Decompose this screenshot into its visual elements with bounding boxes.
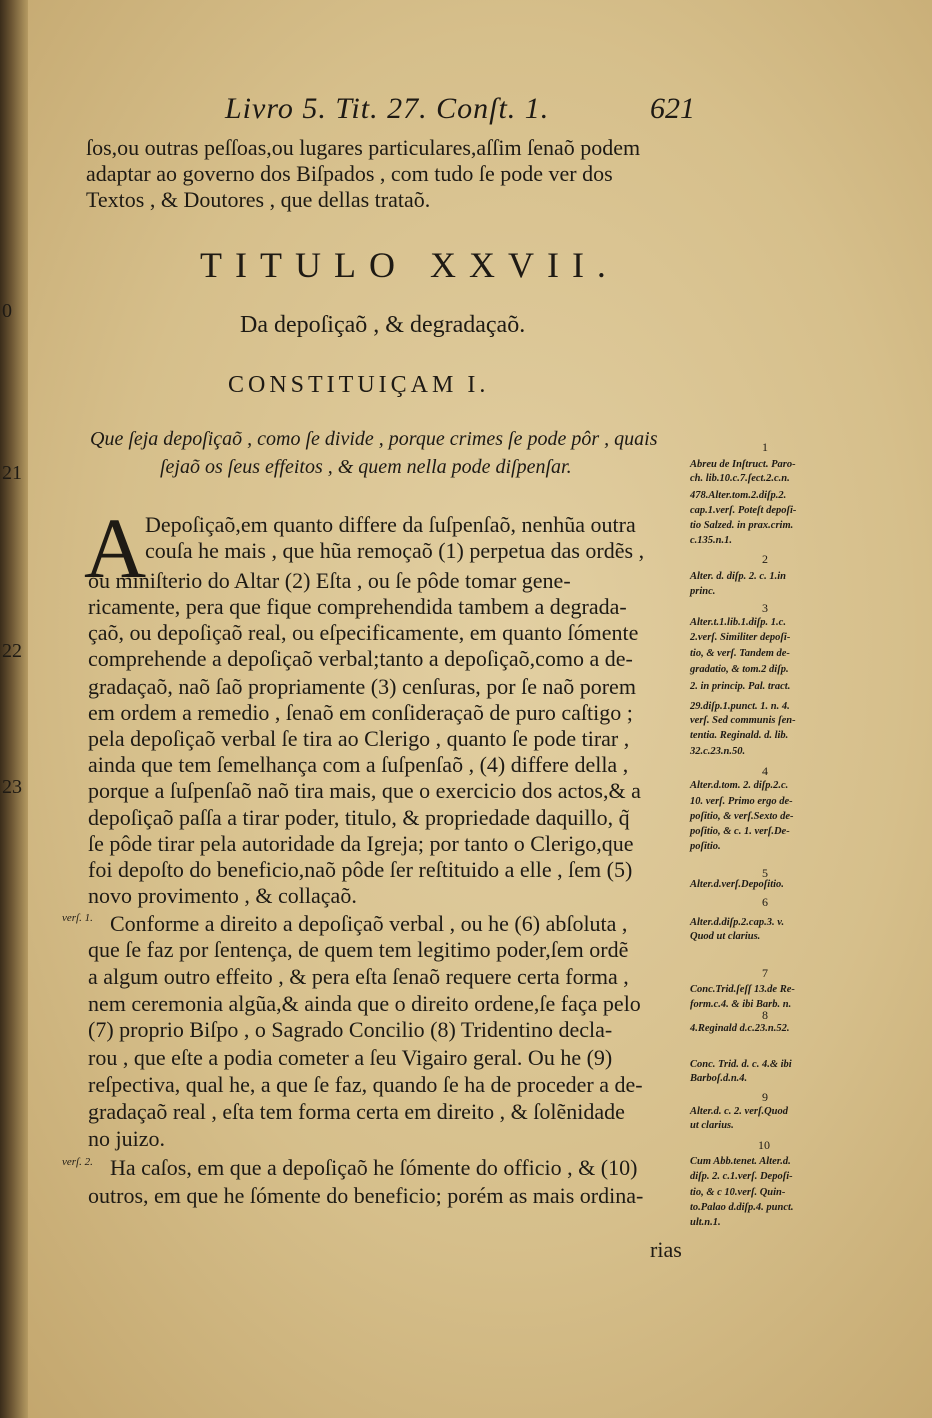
- note-number: 2: [762, 552, 768, 566]
- intro-line: ſos,ou outras peſſoas,ou lugares particulares,aſſim ſenaõ podem: [86, 135, 641, 160]
- body-line: outros, em que he ſómente do beneficio; porém as mais ordina-: [88, 1183, 644, 1208]
- body-line: ainda que tem ſemelhança com a ſuſpenſaõ , (4) differe della ,: [88, 752, 629, 777]
- body-line: depoſiçaõ paſſa a tirar poder, titulo, & propriedade daquillo, q̃: [88, 805, 630, 830]
- marginal-note-line: 29.diſp.1.punct. 1. n. 4.: [690, 701, 790, 712]
- marginal-note-line: Barboſ.d.n.4.: [690, 1073, 748, 1084]
- marginal-note-line: 32.c.23.n.50.: [690, 746, 746, 757]
- body-line: rou , que eſte a podia cometer a ſeu Vigairo geral. Ou he (9): [88, 1045, 613, 1070]
- note-number: 8: [762, 1008, 768, 1022]
- marginal-note-line: 2.verſ. Similiter depoſi-: [690, 632, 791, 643]
- body-line: Ha caſos, em que a depoſiçaõ he ſómente do officio , & (10): [110, 1155, 638, 1180]
- marginal-note-line: tio Salzed. in prax.crim.: [690, 520, 794, 531]
- body-line: Conforme a direito a depoſiçaõ verbal , ou he (6) abſoluta ,: [110, 911, 628, 936]
- body-line: ricamente, pera que fique comprehendida tambem a degrada-: [88, 594, 627, 619]
- body-line: porque a ſuſpenſaõ naõ tira mais, que o exercicio dos actos,& a: [88, 778, 641, 803]
- marginal-note-line: to.Palao d.diſp.4. punct.: [690, 1202, 794, 1213]
- marginal-note-line: poſitio, & c. 1. verſ.De-: [690, 826, 790, 837]
- body-line: no juizo.: [88, 1126, 165, 1151]
- note-number: 9: [762, 1090, 768, 1104]
- marginal-note-line: ch. lib.10.c.7.ſect.2.c.n.: [690, 473, 790, 484]
- note-number: 10: [758, 1138, 770, 1152]
- margin-mark: verſ. 2.: [62, 1156, 93, 1168]
- note-number: 6: [762, 895, 768, 909]
- marginal-note-line: ut clarius.: [690, 1120, 734, 1131]
- body-line: (7) proprio Biſpo , o Sagrado Concilio (8) Tridentino decla-: [88, 1017, 613, 1042]
- marginal-note-line: poſitio, & verſ.Sexto de-: [690, 811, 794, 822]
- body-line: foi depoſto do beneficio,naõ pôde ſer reſtituido a elle , ſem (5): [88, 857, 633, 882]
- section-title: TITULO XXVII.: [200, 245, 619, 285]
- body-line: em ordem a remedio , ſenaõ em conſideraçaõ de puro caſtigo ;: [88, 700, 633, 725]
- marginal-note-line: tio, & c 10.verſ. Quin-: [690, 1187, 786, 1198]
- marginal-note-line: gradatio, & tom.2 diſp.: [690, 664, 789, 675]
- margin-mark: verſ. 1.: [62, 912, 93, 924]
- body-line: ſe pôde tirar pela autoridade da Igreja; por tanto o Clerigo,que: [88, 831, 634, 856]
- body-line: çaõ, ou depoſiçaõ real, ou eſpecificamente, em quanto ſómente: [88, 620, 639, 645]
- drop-cap: A: [84, 500, 147, 596]
- marginal-note-line: diſp. 2. c.1.verſ. Depoſi-: [690, 1171, 793, 1182]
- edge-number: 23: [2, 776, 22, 798]
- body-line: comprehende a depoſiçaõ verbal;tanto a depoſiçaõ,como a de-: [88, 646, 633, 671]
- body-line: novo provimento , & collaçaõ.: [88, 883, 357, 908]
- intro-line: Textos , & Doutores , que dellas trataõ.: [86, 187, 431, 212]
- page-number: 621: [650, 92, 695, 125]
- body-line: reſpectiva, qual he, a que ſe faz, quando ſe ha de proceder a de-: [88, 1072, 643, 1097]
- marginal-note-line: poſitio.: [690, 841, 721, 852]
- marginal-note-line: ult.n.1.: [690, 1217, 721, 1228]
- marginal-note-line: tentia. Reginald. d. lib.: [690, 730, 789, 741]
- marginal-note-line: 4.Reginald d.c.23.n.52.: [690, 1023, 790, 1034]
- marginal-note-line: 10. verſ. Primo ergo de-: [690, 796, 793, 807]
- marginal-note-line: tio, & verſ. Tandem de-: [690, 648, 790, 659]
- note-number: 5: [762, 866, 768, 880]
- marginal-note-line: Alter.d. c. 2. verſ.Quod: [690, 1106, 788, 1117]
- body-line: gradaçaõ, naõ ſaõ propriamente (3) cenſuras, por ſe naõ porem: [88, 674, 636, 699]
- body-line: Depoſiçaõ,em quanto differe da ſuſpenſaõ, nenhũa outra: [145, 512, 636, 537]
- marginal-note-line: c.135.n.1.: [690, 535, 732, 546]
- marginal-note-line: Alter.d.tom. 2. diſp.2.c.: [690, 780, 789, 791]
- running-header: [225, 92, 695, 132]
- marginal-note-line: Alter. d. diſp. 2. c. 1.in: [690, 571, 786, 582]
- marginal-note-line: cap.1.verſ. Poteſt depoſi-: [690, 505, 797, 516]
- section-subtitle: Da depoſiçaõ , & degradaçaõ.: [240, 312, 526, 338]
- body-line: ou miniſterio do Altar (2) Eſta , ou ſe pôde tomar gene-: [88, 568, 571, 593]
- marginal-note-line: 2. in princip. Pal. tract.: [690, 681, 791, 692]
- running-title: Livro 5. Tit. 27. Conſt. 1.: [225, 92, 550, 125]
- summary-line: ſejaõ os ſeus effeitos , & quem nella pode diſpenſar.: [160, 456, 572, 478]
- body-line: que ſe faz por ſentença, de quem tem legitimo poder,ſem ordẽ: [88, 937, 629, 962]
- marginal-note-line: Abreu de Inſtruct. Paro-: [690, 459, 796, 470]
- body-line: gradaçaõ real , eſta tem forma certa em direito , & ſolẽnidade: [88, 1099, 625, 1124]
- summary-line: Que ſeja depoſiçaõ , como ſe divide , porque crimes ſe pode pôr , quais: [90, 428, 658, 450]
- marginal-note-line: Quod ut clarius.: [690, 931, 761, 942]
- note-number: 7: [762, 966, 768, 980]
- edge-number: 21: [2, 462, 22, 484]
- edge-number: 22: [2, 640, 22, 662]
- previous-page-edge: [0, 0, 28, 1418]
- body-line: a algum outro effeito , & pera eſta ſenaõ requere certa forma ,: [88, 964, 629, 989]
- edge-number: 0: [2, 300, 12, 322]
- body-line: couſa he mais , que hũa remoçaõ (1) perpetua das ordẽs ,: [145, 538, 645, 563]
- marginal-note-line: Alter.t.1.lib.1.diſp. 1.c.: [690, 617, 786, 628]
- constitution-heading: CONSTITUIÇAM I.: [228, 372, 490, 398]
- body-line: pela depoſiçaõ verbal ſe tira ao Clerigo , quanto ſe pode tirar ,: [88, 726, 630, 751]
- marginal-note-line: Conc.Trid.ſeſſ 13.de Re-: [690, 984, 795, 995]
- marginal-note-line: Alter.d.verſ.Depoſitio.: [690, 879, 784, 890]
- marginal-note-line: Conc. Trid. d. c. 4.& ibi: [690, 1059, 792, 1070]
- marginal-note-line: Cum Abb.tenet. Alter.d.: [690, 1156, 791, 1167]
- note-number: 1: [762, 440, 768, 454]
- note-number: 4: [762, 764, 768, 778]
- marginal-note-line: form.c.4. & ibi Barb. n.: [690, 999, 792, 1010]
- note-number: 3: [762, 601, 768, 615]
- marginal-note-line: 478.Alter.tom.2.diſp.2.: [690, 490, 787, 501]
- marginal-note-line: Alter.d.diſp.2.cap.3. v.: [690, 917, 785, 928]
- catchword: rias: [650, 1237, 682, 1262]
- marginal-note-line: verſ. Sed communis ſen-: [690, 715, 796, 726]
- intro-line: adaptar ao governo dos Biſpados , com tudo ſe pode ver dos: [86, 161, 613, 186]
- marginal-note-line: princ.: [690, 586, 716, 597]
- body-line: nem ceremonia algũa,& ainda que o direito ordene,ſe faça pelo: [88, 991, 641, 1016]
